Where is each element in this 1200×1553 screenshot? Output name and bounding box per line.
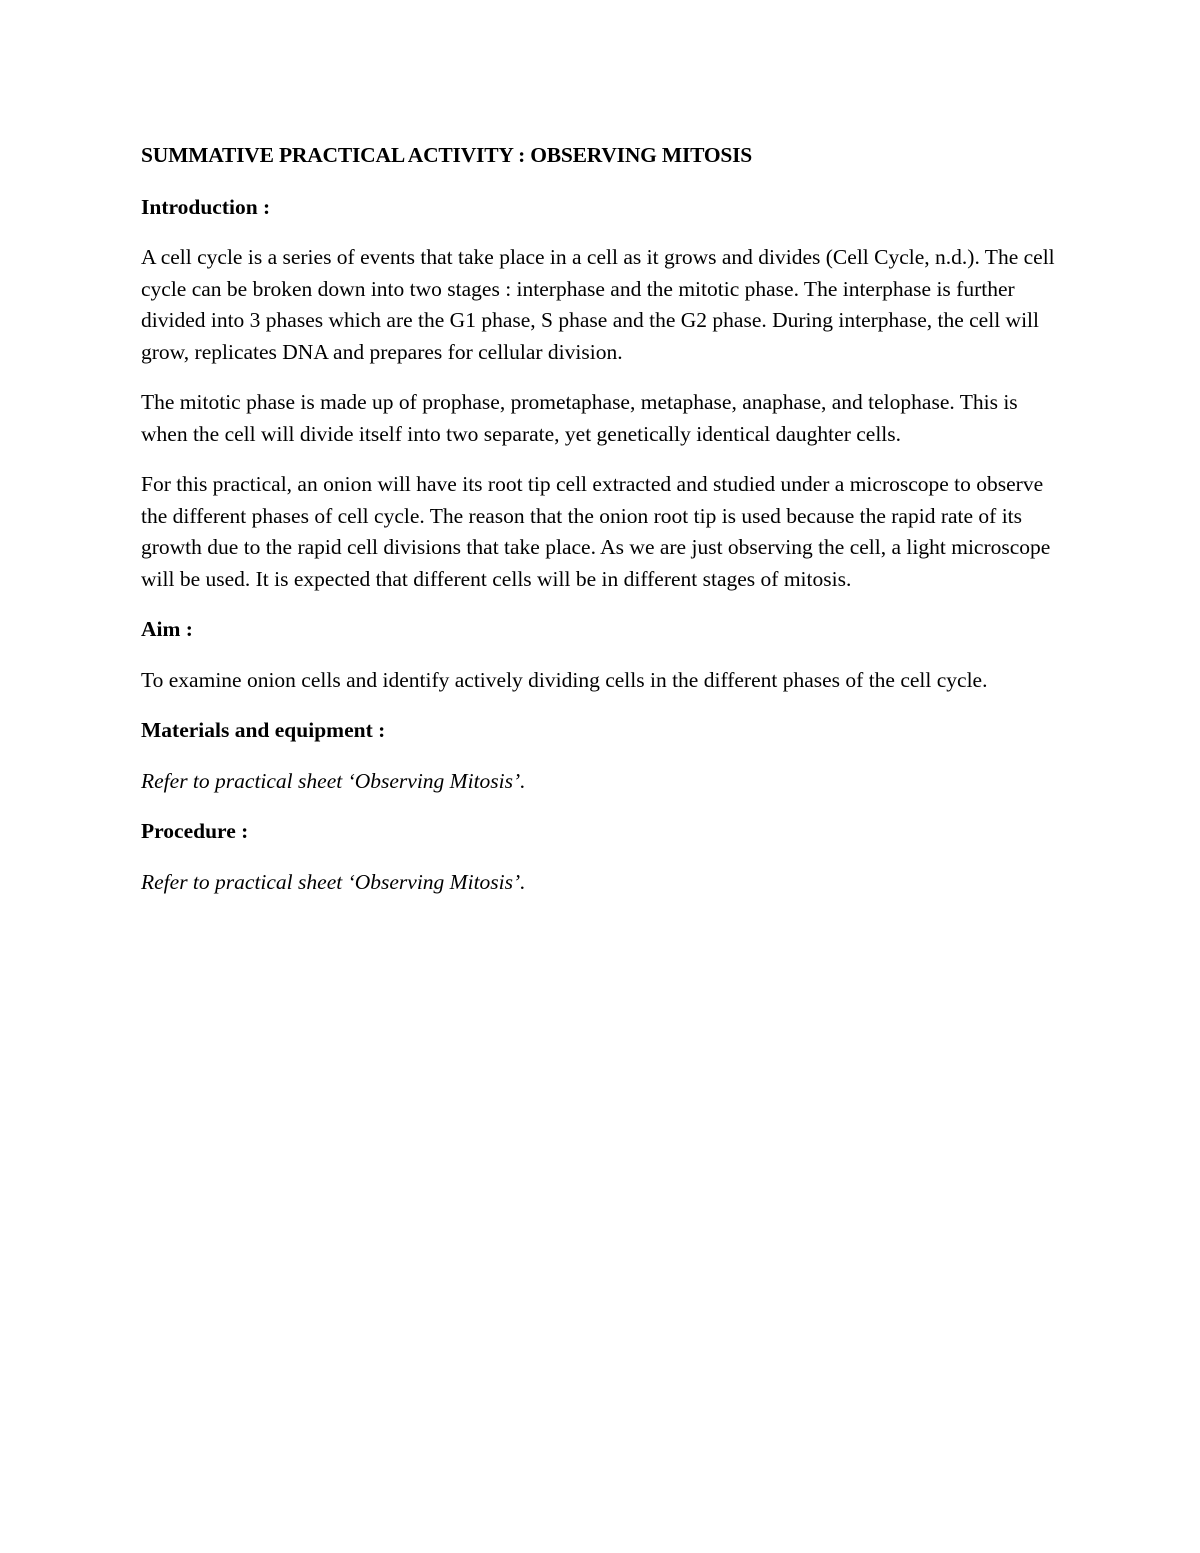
introduction-paragraph-3: For this practical, an onion will have its root tip cell extracted and studied under a microscope to observe the different phases of cell cycle. The reason that the onion root tip is used because the rapid rate of its growth due to the rapid cell divisions that take place. As we are just observing the cell, a light microscope will be used. It is expected that different cells will be in different stages of mitosis. [141, 472, 1051, 591]
document-title: SUMMATIVE PRACTICAL ACTIVITY : OBSERVING MITOSIS [141, 143, 753, 167]
procedure-heading: Procedure : [141, 819, 249, 843]
aim-heading: Aim : [141, 617, 193, 641]
procedure-text: Refer to practical sheet ‘Observing Mitosis’. [141, 869, 526, 894]
aim-text: To examine onion cells and identify actively dividing cells in the different phases of the cell cycle. [141, 667, 988, 692]
materials-text: Refer to practical sheet ‘Observing Mitosis’. [141, 768, 526, 793]
introduction-paragraph-2: The mitotic phase is made up of prophase, prometaphase, metaphase, anaphase, and telophase. This is when the cell will divide itself into two separate, yet genetically identical daughter cells. [141, 390, 1018, 446]
introduction-heading: Introduction : [141, 194, 271, 219]
introduction-paragraph-1: A cell cycle is a series of events that take place in a cell as it grows and divides (Cell Cycle, n.d.). The cell cycle can be broken down into two stages : interphase and the mitotic phase. The interphase is further divided into 3 phases which are the G1 phase, S phase and the G2 phase. During interphase, the cell will grow, replicates DNA and prepares for cellular division. [141, 245, 1055, 364]
document-page [141, 140, 1061, 917]
materials-heading: Materials and equipment : [141, 718, 386, 742]
